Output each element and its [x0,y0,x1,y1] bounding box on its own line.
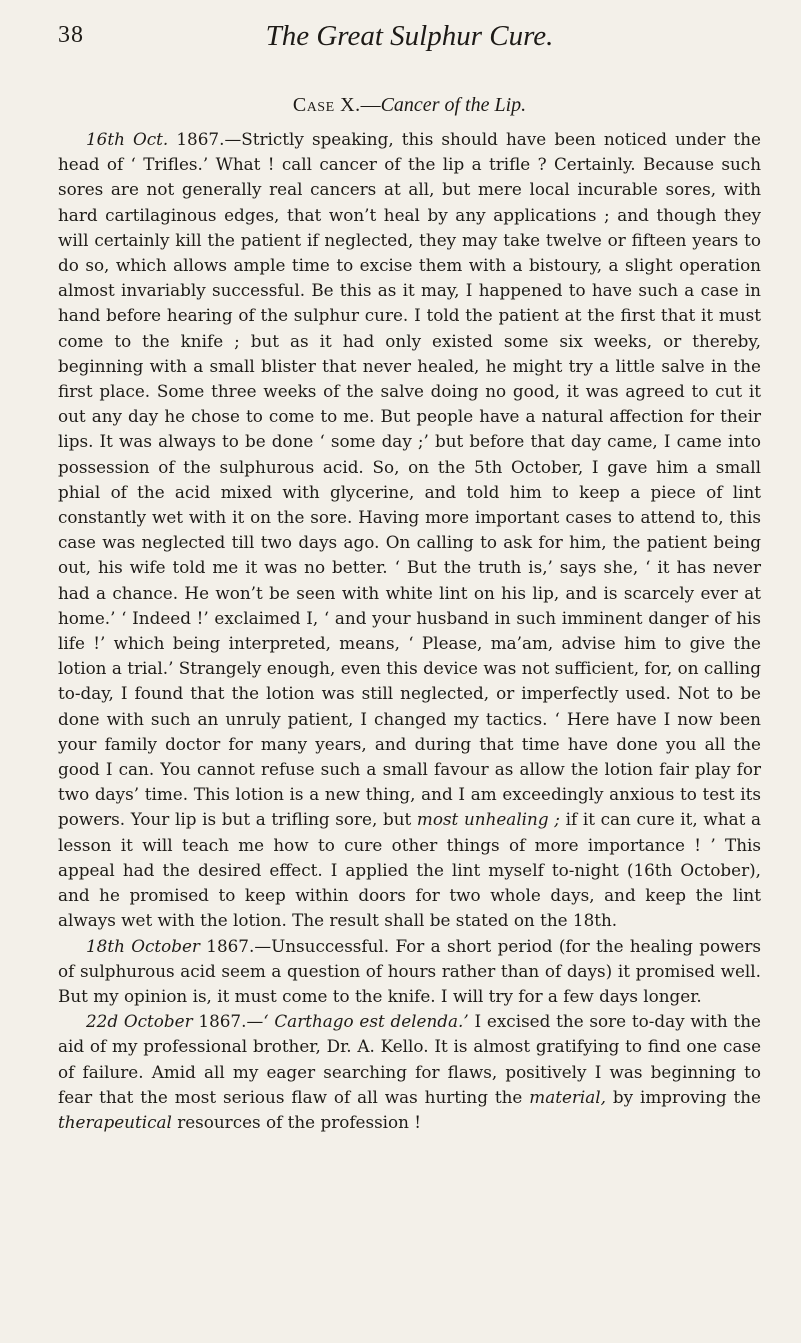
case-heading [58,94,761,117]
entry-date: 18th October [86,935,200,956]
entry-paragraph-18-oct [58,934,761,1010]
entry-year: 1867. [168,129,225,149]
entry-year: 1867. [199,935,255,956]
entry-text: I excised the sore to-day with the aid of my professional brother, Dr. A. Kello. It is almost gratifying to find one case of failure. Amid all my eager searching for flaws, positively I was beginning to fear that the most serious flaw of all was hurting the [58,1011,761,1107]
case-title: Cancer of the Lip. [380,94,527,116]
case-heading-separator: — [360,94,381,116]
entry-date: 22d October [86,1011,193,1032]
entry-text: —Unsuccessful. For a short period (for the healing powers of sulphurous acid seem a question of hours rather than of days) it promised well. But my opinion is, it must come to the knife. I will try for a few days longer. [58,935,761,1006]
entry-text: —Strictly speaking, this should have been noticed under the head of ‘ Trifles.’ What ! call cancer of the lip a trifle ? Certainly. Because such sores are not generally real cancers at all, but mere local incurable sores, with hard cartilaginous edges, that won’t heal by any applications ; and though they will certainly kill the patient if neglected, they may take twelve or fifteen years to do so, which allows ample time to excise them with a bistoury, a slight operation almost invariably successful. Be this as it may, I happened to have such a case in hand before hearing of the sulphur cure. I told the patient at the first that it must come to the knife ; but as it had only existed some six weeks, or thereby, beginning with a small blister that never healed, he might try a little salve in the first place. Some three weeks of the salve doing no good, it was agreed to cut it out any day he chose to come to me. But people have a natural affection for their lips. It was always to be done ‘ some day ;’ but before that day came, I came into possession of the sulphurous acid. So, on the 5th October, I gave him a small phial of the acid mixed with glycerine, and told him to keep a piece of lint constantly wet with it on the sore. Having more important cases to attend to, this case was neglected till two days ago. On calling to ask for him, the patient being out, his wife told me it was no better. ‘ But the truth is,’ says she, ‘ it has never had a chance. He won’t be seen with white lint on his lip, and is scarcely ever at home.’ ‘ Indeed !’ exclaimed I, ‘ and your husband in such imminent danger of his life !’ which being interpreted, means, ‘ Please, ma’am, advise him to give the lotion a trial.’ Strangely enough, even this device was not sufficient, for, on calling to-day, I found that the lotion was still neglected, or imperfectly used. Not to be done with such an unruly patient, I changed my tactics. ‘ Here have I now been your family doctor for many years, and during that time have done you all the good I can. You cannot refuse such a small favour as allow the lotion fair play for two days’ time. This lotion is a new thing, and I am exceedingly anxious to test its powers. Your lip is but a trifling sore, but [58,129,761,830]
page-header [58,20,761,72]
page-number: 38 [58,22,84,48]
entry-text-end: resources of the profession ! [171,1111,422,1132]
entry-year: 1867. [192,1011,247,1032]
body-text [58,127,761,1135]
case-label: Case X. [292,94,361,116]
running-title: The Great Sulphur Cure. [265,20,554,52]
entry-emphasis: most unhealing ; [416,809,560,830]
entry-date: 16th Oct. [86,129,169,149]
entry-text-continued: if it can cure it, what a lesson it will teach me how to cure other things of more importance ! ’ This appeal had the desired effect. I applied the lint myself to-night (16th October), and he promised to keep within doors for two whole days, and keep the lint always wet with the lotion. The result shall be stated on the 18th. [58,809,761,931]
entry-paragraph-22-oct [58,1009,761,1135]
entry-paragraph-16-oct [58,127,761,934]
entry-quote: —‘ Carthago est delenda.’ [246,1011,469,1032]
entry-emphasis-therapeutical: therapeutical [58,1111,172,1132]
entry-emphasis-material: material, [529,1086,606,1107]
entry-text-mid: by improving the [605,1086,761,1107]
